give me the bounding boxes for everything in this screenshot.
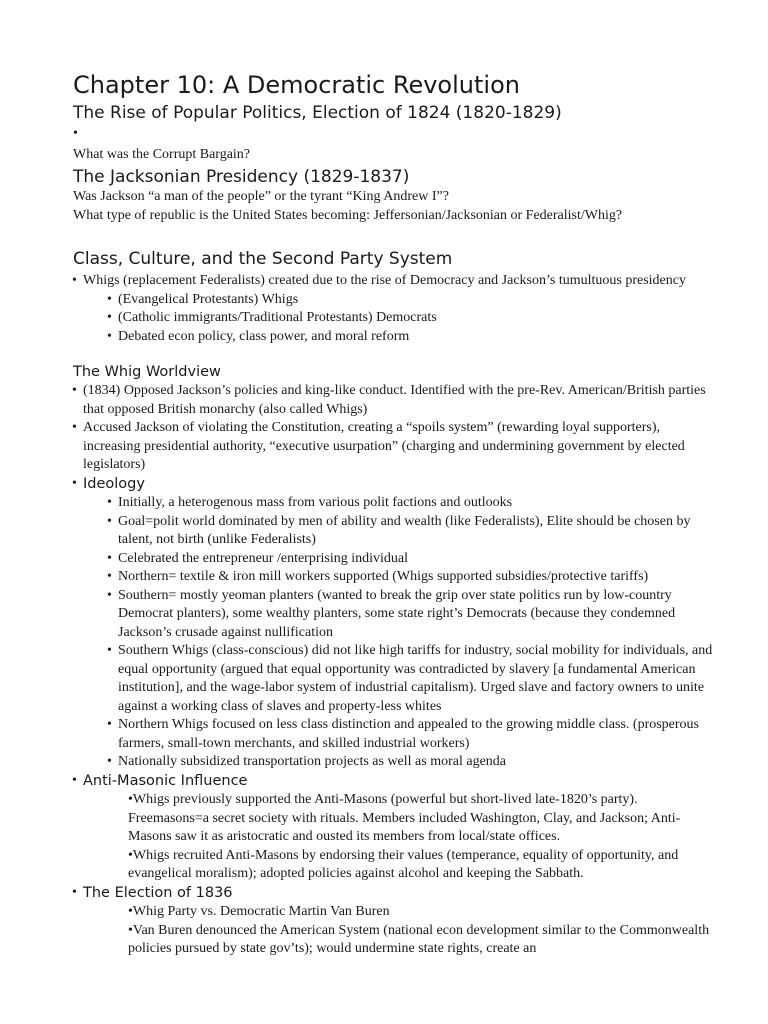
list-item-text: Southern Whigs (class-conscious) did not like high tariffs for industry, social mobility for individuals, and equal opportunity (argued that equal opportunity was contradicted by slavery [a fundamental American institution], and the wage-labor system of industrial capitalism). Urged slave and factory owners to unite against a working class of slaves and property-less whites [118,643,713,714]
list-item-text: (Evangelical Protestants) Whigs [118,291,299,307]
list-item [73,382,713,419]
list-item [73,772,713,884]
list-item-text: Northern= textile & iron mill workers supported (Whigs supported subsidies/protective tariffs) [118,569,649,584]
ideology-label: Ideology [83,475,145,492]
chapter-title: Chapter 10: A Democratic Revolution [73,71,520,99]
election-item-1: •Whig Party vs. Democratic Martin Van Buren [128,904,390,919]
list-item [108,568,713,587]
whig-worldview-list [73,382,713,959]
list-item-text: (Catholic immigrants/Traditional Protestants) Democrats [118,310,437,325]
list-item [108,716,713,753]
list-item [108,291,713,310]
jackson-question-2: What type of republic is the United States becoming: Jeffersonian/Jacksonian or Federalist/Whig? [73,207,623,223]
list-item-text: Celebrated the entrepreneur /enterprising individual [118,550,409,566]
list-item-text: Southern= mostly yeoman planters (wanted to break the grip over state politics run by low-country Democrat planters), some wealthy planters, some state right’s Democrats (because they condemned Jackson’s crusade against nullification [118,587,676,640]
list-item [108,513,713,550]
list-item [108,753,713,772]
list-item [108,642,713,716]
section-heading-jacksonian-presidency: The Jacksonian Presidency (1829-1837) [73,167,410,187]
list-item-text: Northern Whigs focused on less class distinction and appealed to the growing middle class. (prosperous farmers, small-town merchants, and skilled industrial workers) [118,717,700,751]
list-item [73,419,713,475]
document-page [73,70,713,959]
election-item-2: •Van Buren denounced the American System (national econ development similar to the Commonwealth policies pursued by state gov’ts); would undermine state rights, create an [128,922,710,956]
jackson-question-1: Was Jackson “a man of the people” or the tyrant “King Andrew I”? [73,189,449,204]
section-heading-second-party-system: Class, Culture, and the Second Party System [73,249,453,269]
corrupt-bargain-question: What was the Corrupt Bargain? [73,146,251,162]
list-item [108,309,713,328]
list-item [73,884,713,959]
list-item [108,550,713,569]
list-item-text: Initially, a heterogenous mass from various polit factions and outlooks [118,495,513,510]
list-item-text: Whigs (replacement Federalists) created due to the rise of Democracy and Jackson’s tumultuous presidency [83,273,686,288]
list-item-text: Nationally subsidized transportation projects as well as moral agenda [118,754,507,769]
empty-bullet: • [73,126,78,141]
list-item [108,587,713,643]
section-heading-popular-politics: The Rise of Popular Politics, Election of 1824 (1820-1829) [73,103,562,123]
party-system-list [73,272,713,346]
list-item-text: Goal=polit world dominated by men of ability and wealth (like Federalists), Elite should be chosen by talent, not birth (unlike Federalists) [118,513,691,547]
list-item [108,328,713,347]
anti-masonic-label: Anti-Masonic Influence [83,772,248,789]
list-item-text: Accused Jackson of violating the Constitution, creating a “spoils system” (rewarding loyal supporters), increasing presidential authority, “executive usurpation” (charging and undermining government by elected legislators) [83,420,685,472]
anti-masonic-item-1: •Whigs previously supported the Anti-Masons (powerful but short-lived late-1820’s party). Freemasons=a secret society with rituals. Members included Washington, Clay, and Jackson; Anti-Masons saw it as aristocratic and ousted its members from local/state offices. [128,792,681,844]
list-item [73,475,713,772]
list-item [108,494,713,513]
election-1836-label: The Election of 1836 [83,884,233,901]
list-item [73,272,713,346]
anti-masonic-item-2: •Whigs recruited Anti-Masons by endorsing their values (temperance, equality of opportunity, and evangelical moralism); adopted policies against alcohol and keeping the Sabbath. [128,847,679,881]
list-item-text: (1834) Opposed Jackson’s policies and king-like conduct. Identified with the pre-Rev. American/British parties that opposed British monarchy (also called Whigs) [83,383,706,417]
list-item-text: Debated econ policy, class power, and moral reform [118,328,410,344]
section-heading-whig-worldview: The Whig Worldview [73,364,221,380]
